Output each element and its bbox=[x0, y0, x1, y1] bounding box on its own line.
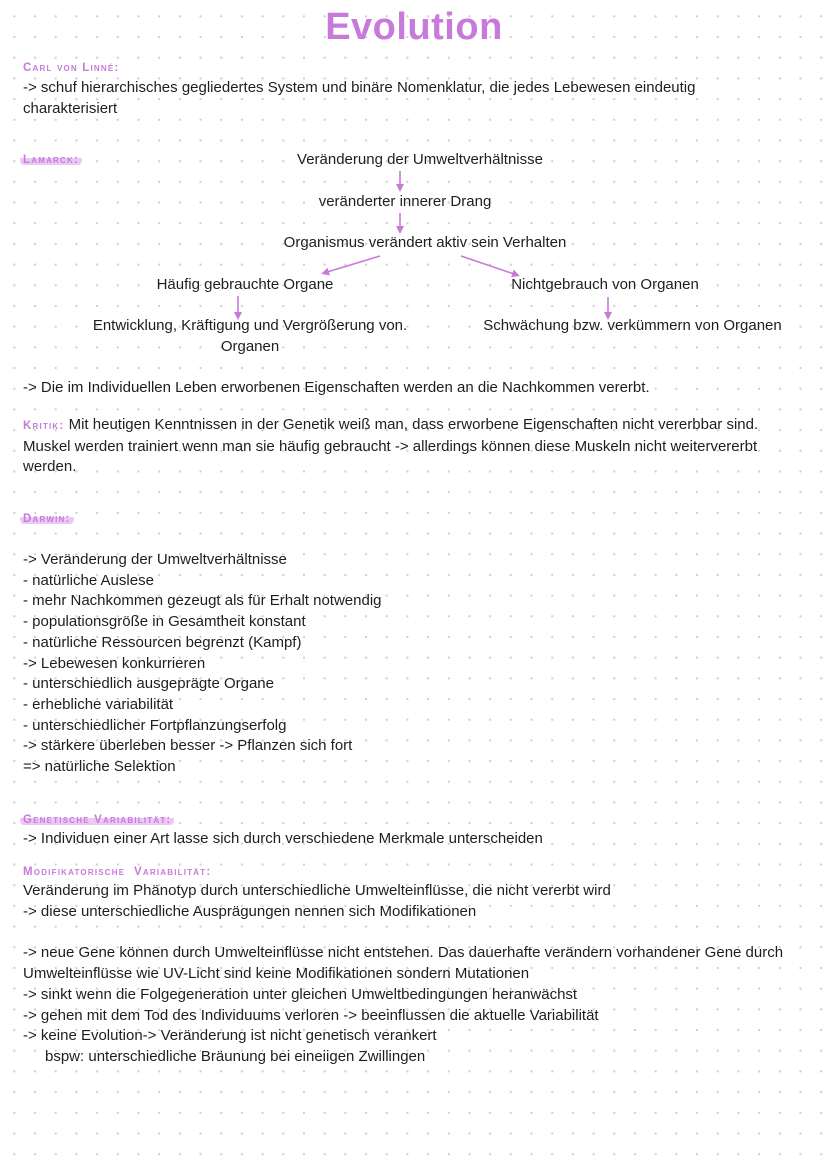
lamarck-branch-nichtgebrauch: Nichtgebrauch von Organen bbox=[511, 276, 699, 293]
arrow-verhalten-to-gebrauch bbox=[324, 256, 380, 273]
genetisch-text: -> Individuen einer Art lasse sich durch verschiedene Merkmale unterscheiden bbox=[23, 830, 543, 847]
darwin-list bbox=[23, 550, 813, 778]
arrow-verhalten-to-nichtgebrauch bbox=[461, 256, 517, 275]
lamarck-node-verhalten: Organismus verändert aktiv sein Verhalten bbox=[283, 234, 567, 251]
lamarck-branch-gebrauch: Häufig gebrauchte Organe bbox=[156, 276, 334, 293]
list-item: - natürliche Auslese bbox=[23, 571, 154, 589]
list-item: -> sinkt wenn die Folgegeneration unter gleichen Umweltbedingungen heranwächst bbox=[23, 986, 578, 1003]
lamarck-node-drang: veränderter innerer Drang bbox=[318, 193, 492, 210]
linne-heading: Carl von Linné: bbox=[23, 62, 120, 74]
list-item: - erhebliche variabilität bbox=[23, 695, 174, 713]
lamarck-kritik bbox=[23, 415, 803, 478]
modifikatorisch-paragraph: -> neue Gene können durch Umwelteinflüsse nicht entstehen. Das dauerhafte verändern vorhandener Gene durch Umwelteinflüsse wie UV-Licht sind keine Modifikationen sondern Mutationen bbox=[23, 944, 784, 982]
list-item: -> Lebewesen konkurrieren bbox=[23, 654, 206, 672]
lamarck-result-schwaechung: Schwächung bzw. verkümmern von Organen bbox=[483, 317, 782, 334]
kritik-label: Kritik: bbox=[23, 420, 65, 432]
list-item: -> Veränderung der Umweltverhältnisse bbox=[23, 551, 287, 568]
modifikatorisch-line: -> diese unterschiedliche Ausprägungen nennen sich Modifikationen bbox=[23, 902, 477, 920]
modifikatorisch-line: Veränderung im Phänotyp durch unterschiedliche Umwelteinflüsse, die nicht vererbt wird bbox=[23, 882, 611, 899]
page-title: Evolution bbox=[325, 6, 503, 48]
list-item: -> keine Evolution-> Veränderung ist nicht genetisch verankert bbox=[23, 1027, 437, 1045]
lamarck-result-entwicklung: Entwicklung, Kräftigung und Vergrößerung von. Organen bbox=[92, 317, 408, 355]
list-item: - natürliche Ressourcen begrenzt (Kampf) bbox=[23, 633, 302, 651]
list-item: - mehr Nachkommen gezeugt als für Erhalt notwendig bbox=[23, 592, 382, 610]
lamarck-heading: Lamarck: bbox=[20, 154, 82, 166]
list-item: -> stärkere überleben besser -> Pflanzen sich fort bbox=[23, 737, 353, 755]
list-item: - populationsgröße in Gesamtheit konstant bbox=[23, 613, 306, 631]
modifikatorisch-example: bspw: unterschiedliche Bräunung bei eineiigen Zwillingen bbox=[45, 1048, 426, 1066]
genetisch-heading: Genetische Variabilität: bbox=[20, 814, 174, 826]
modifikatorisch-points bbox=[23, 985, 813, 1068]
list-item: - unterschiedlicher Fortpflanzungserfolg bbox=[23, 716, 287, 734]
lamarck-node-umwelt: Veränderung der Umweltverhältnisse bbox=[297, 151, 543, 168]
darwin-heading: Darwin: bbox=[20, 513, 74, 525]
list-item: -> gehen mit dem Tod des Individuums verloren -> beeinflussen die aktuelle Variabilität bbox=[23, 1006, 599, 1024]
kritik-text: Mit heutigen Kenntnissen in der Genetik weiß man, dass erworbene Eigenschaften nicht vererbbar sind. Muskel werden trainiert wenn man sie häufig gebraucht -> allerdings können diese Muskeln nicht weitervererbt werden. bbox=[23, 416, 759, 476]
lamarck-conclusion: -> Die im Individuellen Leben erworbenen Eigenschaften werden an die Nachkommen vererbt. bbox=[23, 379, 650, 396]
linne-text: -> schuf hierarchisches gegliedertes System und binäre Nomenklatur, die jedes Lebewesen eindeutig charakterisiert bbox=[23, 79, 696, 117]
modifikatorisch-intro bbox=[23, 881, 813, 922]
list-item: - unterschiedlich ausgeprägte Organe bbox=[23, 675, 274, 693]
modifikatorisch-heading: Modifikatorische Variabilität: bbox=[23, 866, 212, 878]
list-item: => natürliche Selektion bbox=[23, 758, 176, 776]
